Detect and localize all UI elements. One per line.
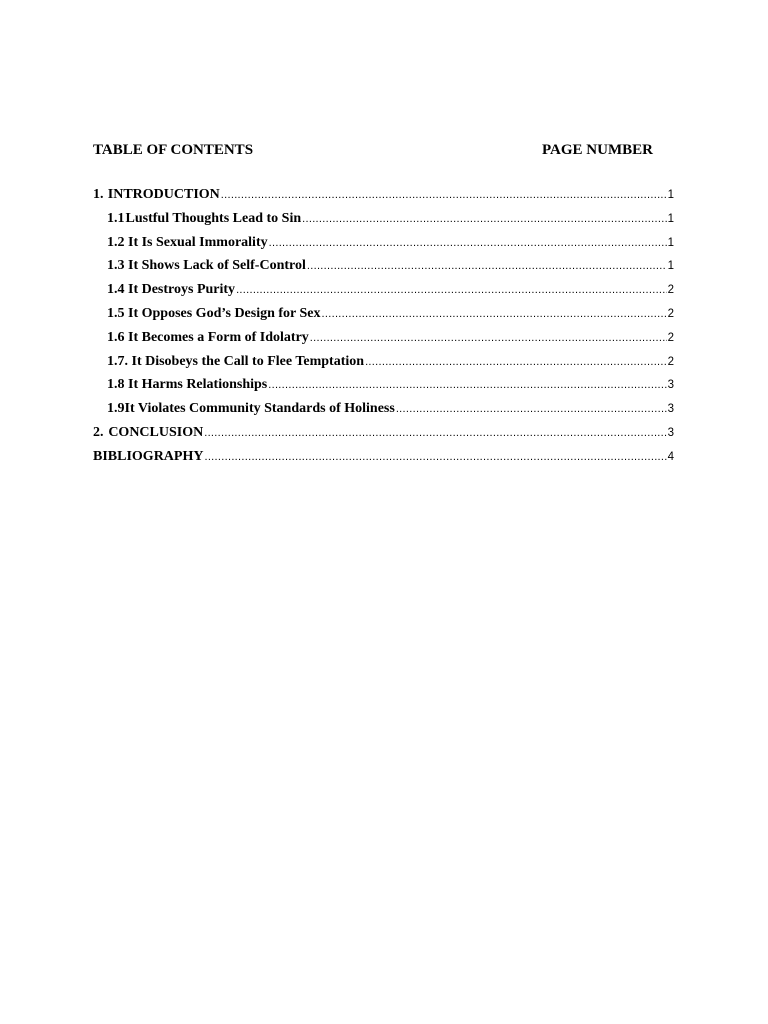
toc-entry-number: 1. [93, 187, 104, 202]
dot-leader [204, 423, 666, 443]
toc-entry-page: 1 [667, 236, 674, 249]
dot-leader [307, 256, 667, 276]
toc-entry-page: 2 [667, 355, 674, 368]
toc-entry-sexual-immorality[interactable] [93, 233, 674, 257]
toc-entry-community-standards[interactable] [93, 399, 674, 423]
toc-entry-introduction[interactable] [93, 185, 674, 209]
table-of-contents [93, 185, 674, 471]
dot-leader [269, 233, 667, 253]
toc-entry-title: 1.7. It Disobeys the Call to Flee Temptation [107, 353, 365, 369]
toc-entry-title: CONCLUSION [108, 424, 204, 440]
toc-entry-idolatry[interactable] [93, 328, 674, 352]
toc-entry-page: 1 [667, 212, 674, 225]
toc-entry-page: 1 [667, 260, 674, 273]
dot-leader [365, 352, 667, 372]
toc-entry-bibliography[interactable] [93, 447, 674, 471]
toc-entry-page: 2 [667, 284, 674, 297]
toc-entry-title: INTRODUCTION [107, 187, 220, 202]
toc-entry-lustful-thoughts[interactable] [93, 209, 674, 233]
toc-entry-page: 3 [667, 426, 674, 439]
dot-leader [204, 447, 666, 467]
toc-heading: TABLE OF CONTENTS [93, 142, 254, 158]
toc-entry-harms-relationships[interactable] [93, 375, 674, 399]
toc-entry-page: 1 [667, 189, 674, 201]
dot-leader [396, 399, 667, 419]
toc-entry-conclusion[interactable] [93, 423, 674, 447]
toc-entry-number: 1.9 [107, 401, 125, 417]
page-number-heading: PAGE NUMBER [542, 142, 653, 158]
dot-leader [322, 304, 667, 324]
toc-entry-page: 3 [667, 379, 674, 392]
toc-entry-page: 2 [667, 331, 674, 344]
toc-entry-page: 3 [667, 403, 674, 416]
toc-entry-title: 1.3 It Shows Lack of Self-Control [107, 258, 306, 274]
toc-entry-page: 2 [667, 307, 674, 320]
toc-entry-title: Lustful Thoughts Lead to Sin [125, 210, 302, 226]
dot-leader [302, 209, 666, 229]
toc-entry-number: 1.1 [107, 210, 125, 226]
toc-entry-title: 1.6 It Becomes a Form of Idolatry [107, 329, 309, 345]
toc-entry-number: 2. [93, 424, 104, 440]
toc-entry-title: BIBLIOGRAPHY [93, 448, 204, 464]
toc-entry-page: 4 [667, 450, 674, 463]
toc-entry-title: 1.4 It Destroys Purity [107, 282, 236, 298]
toc-entry-gods-design[interactable] [93, 304, 674, 328]
toc-entry-flee-temptation[interactable] [93, 352, 674, 376]
toc-entry-title: It Violates Community Standards of Holiness [124, 401, 395, 417]
dot-leader [268, 375, 666, 395]
toc-header [93, 140, 658, 160]
toc-entry-title: 1.2 It Is Sexual Immorality [107, 234, 268, 250]
toc-entry-title: 1.5 It Opposes God’s Design for Sex [107, 305, 321, 321]
dot-leader [221, 185, 667, 205]
toc-entry-self-control[interactable] [93, 256, 674, 280]
toc-entry-destroys-purity[interactable] [93, 280, 674, 304]
toc-entry-title: 1.8 It Harms Relationships [107, 377, 268, 393]
dot-leader [310, 328, 667, 348]
dot-leader [236, 280, 667, 300]
